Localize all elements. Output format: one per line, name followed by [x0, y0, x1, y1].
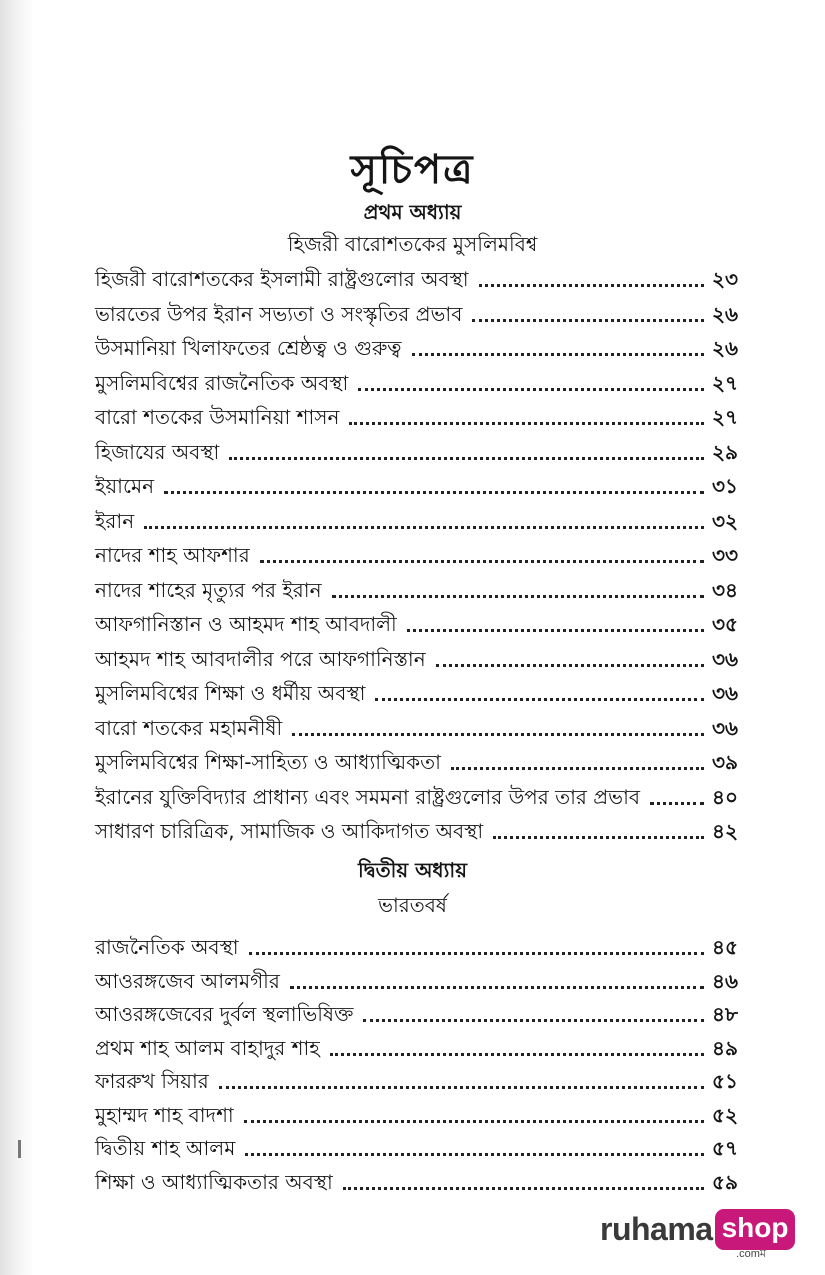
toc-entry — [95, 435, 738, 467]
toc-entry-title: বারো শতকের মহামনীষী — [95, 715, 283, 740]
toc-dot-leader — [349, 420, 704, 425]
toc-entry-page: ৩৬ — [711, 646, 738, 671]
toc-entry-page: ৪৮ — [712, 1002, 738, 1026]
toc-entry — [95, 573, 738, 605]
toc-entry — [95, 930, 738, 962]
brand-watermark — [600, 1205, 789, 1260]
toc-entry-page: ২৬ — [711, 336, 738, 360]
toc-entry-page: ৫২ — [712, 1102, 738, 1127]
toc-dot-leader — [260, 558, 704, 563]
toc-entry-page: ৩৯ — [712, 750, 738, 774]
chapter-1-title: প্রথম অধ্যায় — [363, 200, 462, 224]
toc-entry — [95, 676, 738, 708]
toc-dot-leader — [493, 834, 704, 839]
toc-entry-page: ৪৯ — [712, 1035, 738, 1060]
toc-entry — [95, 538, 738, 570]
toc-dot-leader — [219, 1084, 704, 1089]
toc-dot-leader — [407, 627, 704, 632]
toc-entry — [95, 366, 738, 398]
toc-entry-title: ফাররুখ সিয়ার — [95, 1069, 209, 1093]
toc-entry-page: ৪২ — [712, 819, 738, 843]
toc-entry-title: রাজনৈতিক অবস্থা — [95, 935, 239, 959]
toc-entry-page: ৪০ — [712, 784, 738, 809]
toc-entry-title: উসমানিয়া খিলাফতের শ্রেষ্ঠত্ব ও গুরুত্ব — [95, 336, 402, 360]
toc-dot-leader — [363, 1017, 704, 1022]
toc-entry — [95, 297, 738, 329]
toc-dot-leader — [436, 662, 704, 667]
toc-entry — [95, 1131, 738, 1163]
toc-entry — [95, 331, 738, 363]
toc-dot-leader — [245, 1151, 704, 1156]
toc-dot-leader — [244, 1118, 704, 1123]
toc-entry-page: ৩৪ — [712, 577, 738, 602]
toc-entry-title: প্রথম শাহ আলম বাহাদুর শাহ — [95, 1035, 320, 1060]
toc-entry — [95, 780, 738, 812]
toc-dot-leader — [332, 593, 704, 598]
toc-entry — [95, 814, 738, 846]
toc-dot-leader — [412, 351, 704, 356]
toc-entry-title: মুহাম্মদ শাহ বাদশা — [95, 1102, 234, 1127]
toc-entry-page: ৪৬ — [712, 968, 738, 993]
toc-entry-title: মুসলিমবিশ্বের শিক্ষা-সাহিত্য ও আধ্যাত্মিকতা — [95, 750, 441, 774]
toc-entry — [95, 262, 738, 294]
toc-entry-title: আওরঙ্গজেবের দুর্বল স্থলাভিষিক্ত — [95, 1002, 354, 1026]
toc-dot-leader — [343, 1185, 704, 1190]
toc-dot-leader — [451, 765, 704, 770]
toc-entry-title: ইরানের যুক্তিবিদ্যার প্রাধান্য এবং সমমনা রাষ্ট্রগুলোর উপর তার প্রভাব — [95, 784, 641, 809]
toc-dot-leader — [330, 1051, 704, 1056]
toc-entry-page: ২৩ — [711, 267, 738, 291]
chapter-1-subtitle: হিজরী বারোশতকের মুসলিমবিশ্ব — [287, 232, 538, 256]
page-title: সূচিপত্র — [350, 147, 475, 193]
toc-dot-leader — [375, 696, 704, 701]
toc-entry-title: দ্বিতীয় শাহ আলম — [95, 1136, 236, 1160]
toc-entry-title: শিক্ষা ও আধ্যাত্মিকতার অবস্থা — [95, 1169, 333, 1194]
toc-entry-page: ৩৫ — [712, 612, 738, 636]
toc-entry-page: ৩৩ — [711, 543, 738, 567]
toc-entry-page: ৫৭ — [712, 1136, 738, 1160]
toc-entry-title: আহমদ শাহ আবদালীর পরে আফগানিস্তান — [95, 646, 426, 671]
toc-entry-title: নাদের শাহ আফশার — [95, 543, 250, 567]
toc-entry-title: আওরঙ্গজেব আলমগীর — [95, 968, 280, 993]
toc-entry-page: ৪৫ — [712, 935, 738, 959]
toc-entry — [95, 607, 738, 639]
toc-entry-page: ২৭ — [711, 405, 738, 429]
toc-dot-leader — [249, 950, 704, 955]
toc-entry — [95, 1031, 738, 1063]
toc-entry-title: সাধারণ চারিত্রিক, সামাজিক ও আকিদাগত অবস্থা — [95, 819, 484, 843]
toc-entry-page: ৩১ — [712, 474, 738, 498]
brand-suffix: .comম — [736, 1248, 766, 1260]
toc-entry-title: বারো শতকের উসমানিয়া শাসন — [95, 405, 340, 429]
toc-entry-page: ২৭ — [711, 370, 738, 395]
toc-entry-page: ৩৬ — [711, 681, 738, 705]
toc-entry — [95, 1165, 738, 1197]
brand-text: ruhama — [600, 1210, 713, 1247]
chapter-2-title: দ্বিতীয় অধ্যায় — [358, 858, 467, 882]
toc-entry-page: ৫১ — [712, 1069, 738, 1093]
toc-dot-leader — [650, 800, 704, 805]
toc-entry-title: আফগানিস্তান ও আহমদ শাহ আবদালী — [95, 612, 397, 636]
toc-dot-leader — [144, 524, 704, 529]
toc-entry-title: হিজরী বারোশতকের ইসলামী রাষ্ট্রগুলোর অবস্থা — [95, 267, 469, 291]
brand-badge: shop — [715, 1209, 796, 1250]
toc-entry — [95, 997, 738, 1029]
toc-dot-leader — [164, 489, 704, 494]
toc-entry — [95, 469, 738, 501]
toc-entry — [95, 711, 738, 743]
toc-entry — [95, 504, 738, 536]
toc-entry-page: ২৯ — [712, 439, 738, 464]
toc-dot-leader — [479, 282, 704, 287]
chapter-2-subtitle: ভারতবর্ষ — [378, 893, 447, 917]
toc-dot-leader — [229, 455, 704, 460]
toc-dot-leader — [290, 984, 704, 989]
toc-entry — [95, 1098, 738, 1130]
toc-entry-title: মুসলিমবিশ্বের রাজনৈতিক অবস্থা — [95, 370, 349, 395]
toc-entry — [95, 1064, 738, 1096]
toc-entry — [95, 400, 738, 432]
toc-entry-title: নাদের শাহের মৃত্যুর পর ইরান — [95, 577, 322, 602]
toc-entry-title: ভারতের উপর ইরান সভ্যতা ও সংস্কৃতির প্রভাব — [95, 301, 463, 326]
toc-entry-title: ইরান — [95, 508, 135, 533]
toc-entry — [95, 642, 738, 674]
toc-dot-leader — [358, 386, 704, 391]
toc-entry-page: ৩২ — [711, 508, 738, 533]
toc-entry-page: ২৬ — [711, 301, 738, 326]
toc-dot-leader — [292, 731, 704, 736]
scan-speck — [18, 1140, 21, 1158]
toc-entry-title: হিজাযের অবস্থা — [95, 439, 220, 464]
toc-entry-page: ৫৯ — [712, 1169, 738, 1194]
toc-entry — [95, 745, 738, 777]
toc-entry-title: মুসলিমবিশ্বের শিক্ষা ও ধর্মীয় অবস্থা — [95, 681, 366, 705]
toc-entry — [95, 964, 738, 996]
toc-dot-leader — [472, 317, 704, 322]
toc-entry-title: ইয়ামেন — [95, 474, 155, 498]
toc-entry-page: ৩৬ — [711, 715, 738, 740]
